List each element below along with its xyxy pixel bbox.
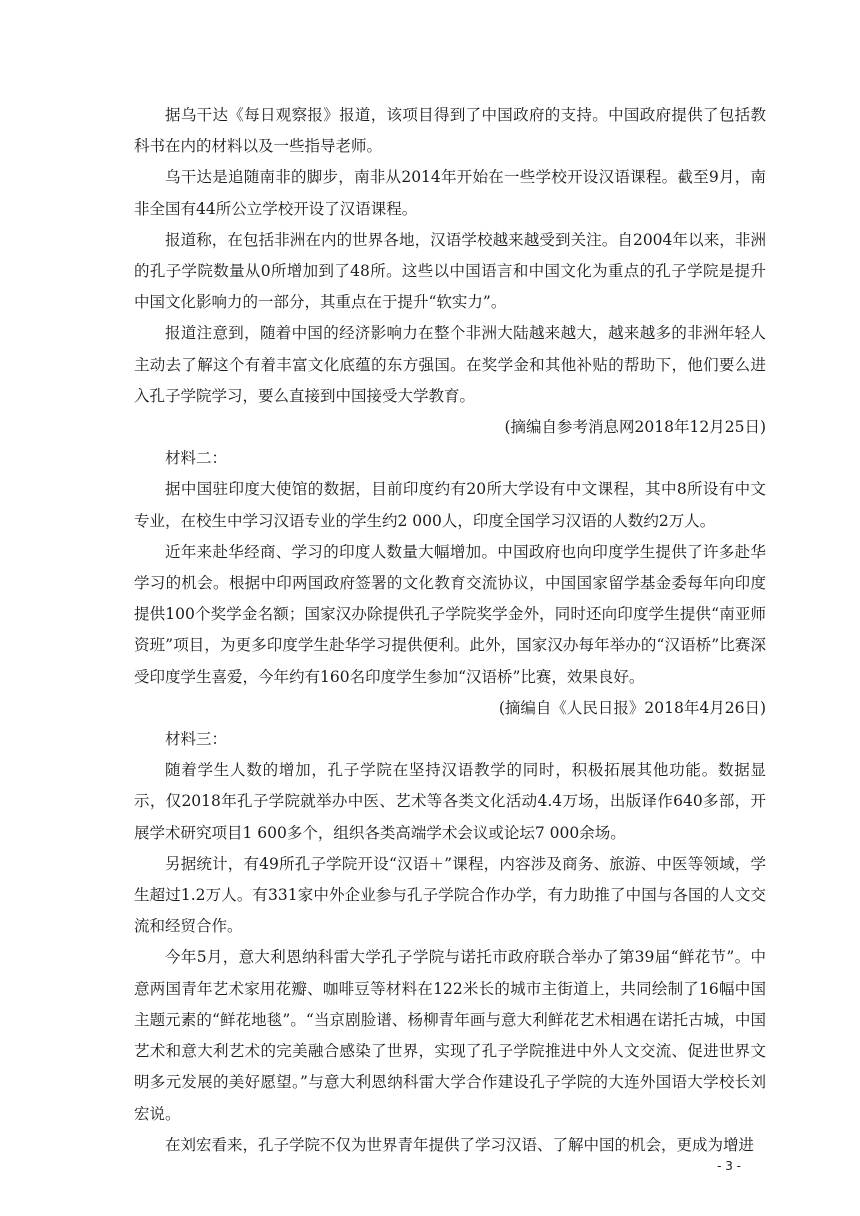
article-body — [134, 100, 766, 1161]
page-number: - 3 - — [717, 1159, 741, 1173]
source-citation: (摘编自《人民日报》2018年4月26日) — [498, 698, 766, 717]
paragraph: 随着学生人数的增加，孔子学院在坚持汉语教学的同时，积极拓展其他功能。数据显示，仅2018年孔子学院就举办中医、艺术等各类文化活动4.4万场，出版译作640多部，开展学术研究项目1 600多个，组织各类高端学术会议或论坛7 000余场。 — [134, 761, 766, 842]
source-citation: (摘编自参考消息网2018年12月25日) — [504, 418, 766, 437]
section-heading: 材料二： — [165, 449, 228, 468]
paragraph: 据乌干达《每日观察报》报道，该项目得到了中国政府的支持。中国政府提供了包括教科书在内的材料以及一些指导老师。 — [134, 106, 766, 156]
paragraph: 另据统计，有49所孔子学院开设“汉语＋”课程，内容涉及商务、旅游、中医等领域，学生超过1.2万人。有331家中外企业参与孔子学院合作办学，有力助推了中国与各国的人文交流和经贸合作。 — [134, 854, 766, 936]
paragraph: 报道称，在包括非洲在内的世界各地，汉语学校越来越受到关注。自2004年以来，非洲的孔子学院数量从0所增加到了48所。这些以中国语言和中国文化为重点的孔子学院是提升中国文化影响力的一部分，其重点在于提升“软实力”。 — [134, 230, 766, 312]
paragraph: 今年5月，意大利恩纳科雷大学孔子学院与诺托市政府联合举办了第39届“鲜花节”。中意两国青年艺术家用花瓣、咖啡豆等材料在122米长的城市主街道上，共同绘制了16幅中国主题元素的“鲜花地毯”。“当京剧脸谱、杨柳青年画与意大利鲜花艺术相遇在诺托古城，中国艺术和意大利艺术的完美融合感染了世界，实现了孔子学院推进中外人文交流、促进世界文明多元发展的美好愿望。”与意大利恩纳科雷大学合作建设孔子学院的大连外国语大学校长刘宏说。 — [134, 948, 766, 1123]
section-heading: 材料三： — [165, 730, 228, 749]
paragraph: 乌干达是追随南非的脚步，南非从2014年开始在一些学校开设汉语课程。截至9月，南非全国有44所公立学校开设了汉语课程。 — [134, 168, 766, 218]
paragraph: 在刘宏看来，孔子学院不仅为世界青年提供了学习汉语、了解中国的机会，更成为增进 — [165, 1135, 755, 1154]
paragraph: 据中国驻印度大使馆的数据，目前印度约有20所大学设有中文课程，其中8所设有中文专业，在校生中学习汉语专业的学生约2 000人，印度全国学习汉语的人数约2万人。 — [134, 480, 766, 530]
paragraph: 报道注意到，随着中国的经济影响力在整个非洲大陆越来越大，越来越多的非洲年轻人主动去了解这个有着丰富文化底蕴的东方强国。在奖学金和其他补贴的帮助下，他们要么进入孔子学院学习，要么直接到中国接受大学教育。 — [134, 324, 766, 405]
paragraph: 近年来赴华经商、学习的印度人数量大幅增加。中国政府也向印度学生提供了许多赴华学习的机会。根据中印两国政府签署的文化教育交流协议，中国国家留学基金委每年向印度提供100个奖学金名额；国家汉办除提供孔子学院奖学金外，同时还向印度学生提供“南亚师资班”项目，为更多印度学生赴华学习提供便利。此外，国家汉办每年举办的“汉语桥”比赛深受印度学生喜爱，今年约有160名印度学生参加“汉语桥”比赛，效果良好。 — [134, 542, 766, 686]
